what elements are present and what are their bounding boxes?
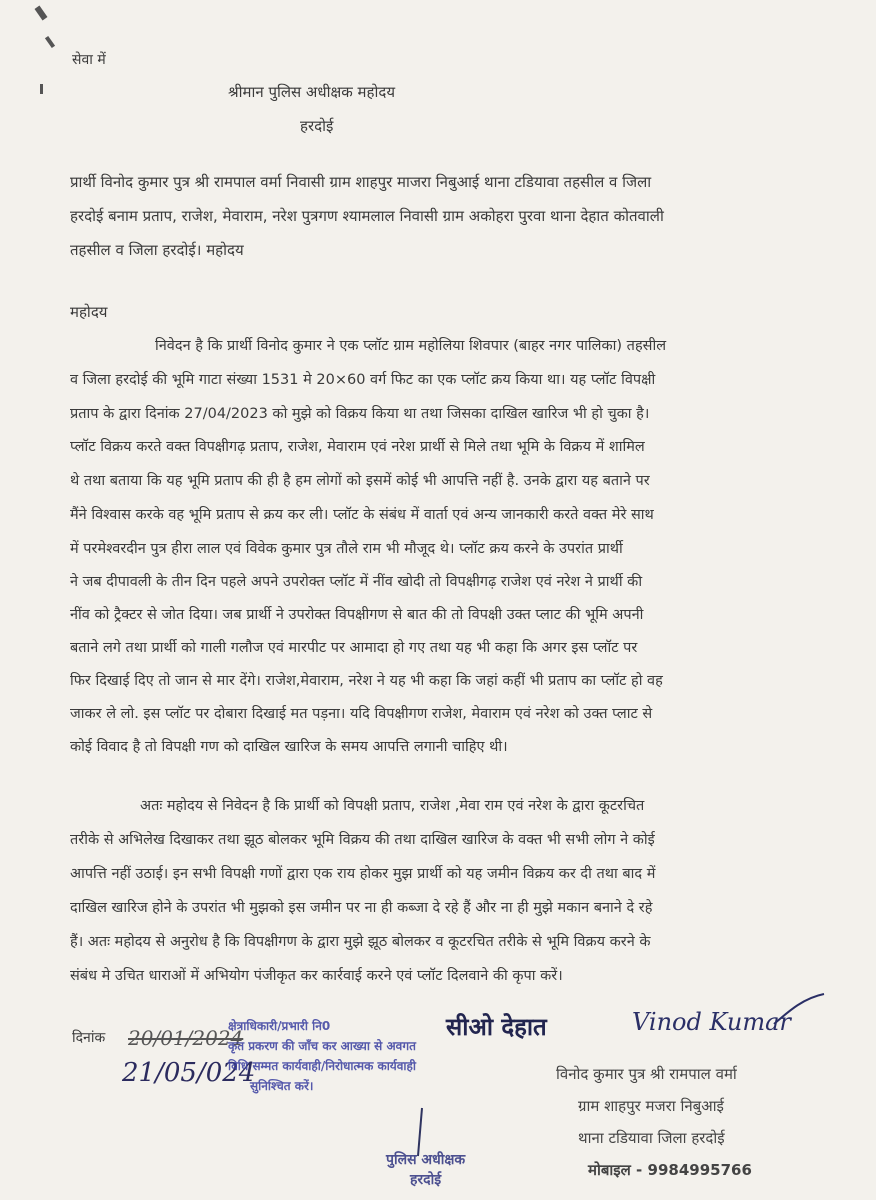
margin-mark	[35, 6, 48, 21]
subject-line: तहसील व जिला हरदोई। महोदय	[70, 241, 244, 259]
salutation: महोदय	[70, 303, 108, 321]
applicant-signature: Vinod Kumar	[632, 1008, 791, 1036]
endorsement-line: क्षेत्राधिकारी/प्रभारी नि0	[228, 1019, 331, 1033]
request-line: हैं। अतः महोदय से अनुरोध है कि विपक्षीगण के द्वारा मुझे झूठ बोलकर व कूटरचित तरीके से भूमि विक्रय करने के	[70, 934, 651, 950]
stamp-line: पुलिस अधीक्षक	[386, 1152, 466, 1168]
margin-mark	[40, 84, 43, 94]
stamp-line: हरदोई	[410, 1172, 442, 1188]
handwritten-officer-note: सीओ देहात	[446, 1012, 547, 1041]
date-handwritten: 21/05/024	[122, 1058, 256, 1088]
body-line: फिर दिखाई दिए तो जान से मार देंगे। राजेश,मेवाराम, नरेश ने यह भी कहा कि जहां कहीं भी प्रताप का प्लॉट हो वह	[70, 673, 663, 689]
sender-line: विनोद कुमार पुत्र श्री रामपाल वर्मा	[556, 1065, 737, 1083]
body-line: प्लॉट विक्रय करते वक्त विपक्षीगढ़ प्रताप, राजेश, मेवाराम एवं नरेश प्रार्थी से मिले तथा भूमि के विक्रय में शामिल	[70, 439, 645, 455]
sender-line: ग्राम शाहपुर मजरा निबुआई	[578, 1097, 724, 1115]
body-line: नींव को ट्रैक्टर से जोत दिया। जब प्रार्थी ने उपरोक्त विपक्षीगण से बात की तो विपक्षी उक्त प्लाट की भूमि अपनी	[70, 607, 644, 623]
request-line: संबंध मे उचित धाराओं में अभियोग पंजीकृत कर कार्रवाई करने एवं प्लॉट दिलवाने की कृपा करें।	[70, 968, 563, 984]
subject-line: हरदोई बनाम प्रताप, राजेश, मेवाराम, नरेश पुत्रगण श्यामलाल निवासी ग्राम अकोहरा पुरवा थाना देहात कोतवाली	[70, 207, 664, 225]
request-line: आपत्ति नहीं उठाई। इन सभी विपक्षी गणों द्वारा एक राय होकर मुझ प्रार्थी को यह जमीन विक्रय कर दी तथा बाद में	[70, 866, 656, 882]
request-line: दाखिल खारिज होने के उपरांत भी मुझको इस जमीन पर ना ही कब्जा दे रहे हैं और ना ही मुझे मकान बनाने दे रहे	[70, 900, 653, 916]
body-line: ने जब दीपावली के तीन दिन पहले अपने उपरोक्त प्लॉट में नींव खोदी तो विपक्षीगढ़ राजेश एवं नरेश ने प्रार्थी की	[70, 574, 643, 590]
subject-line: प्रार्थी विनोद कुमार पुत्र श्री रामपाल वर्मा निवासी ग्राम शाहपुर माजरा निबुआई थाना टडियावा तहसील व जिला	[70, 173, 652, 191]
sender-line: थाना टडियावा जिला हरदोई	[578, 1129, 725, 1147]
margin-mark	[45, 36, 55, 48]
body-line: थे तथा बताया कि यह भूमि प्रताप की ही है हम लोगों को इसमें कोई भी आपत्ति नहीं है. उनके द्वारा यह बताने पर	[70, 473, 650, 489]
addressee-city: हरदोई	[300, 117, 334, 135]
date-label: दिनांक	[72, 1030, 106, 1046]
body-line: में परमेश्वरदीन पुत्र हीरा लाल एवं विवेक कुमार पुत्र तौले राम भी मौजूद थे। प्लॉट क्रय करने के उपरांत प्रार्थी	[70, 541, 623, 557]
addressee: श्रीमान पुलिस अधीक्षक महोदय	[228, 83, 396, 101]
body-line: व जिला हरदोई की भूमि गाटा संख्या 1531 मे 20×60 वर्ग फिट का एक प्लॉट क्रय किया था। यह प्लॉट विपक्षी	[70, 372, 656, 388]
endorsement-line: कृत प्रकरण की जाँच कर आख्या से अवगत	[228, 1039, 416, 1053]
date-struck: 20/01/2024	[128, 1026, 244, 1050]
body-line: बताने लगे तथा प्रार्थी को गाली गलौज एवं मारपीट पर आमादा हो गए तथा यह भी कहा कि अगर इस प्लॉट पर	[70, 640, 638, 656]
body-line: निवेदन है कि प्रार्थी विनोद कुमार ने एक प्लॉट ग्राम महोलिया शिवपार (बाहर नगर पालिका) तहसील	[155, 338, 667, 354]
body-line: कोई विवाद है तो विपक्षी गण को दाखिल खारिज के समय आपत्ति लगानी चाहिए थी।	[70, 739, 508, 755]
endorsement-line: विधि सम्मत कार्यवाही/निरोधात्मक कार्यवाही	[228, 1059, 417, 1073]
body-line: मैंने विश्वास करके वह भूमि प्रताप से क्रय कर ली। प्लॉट के संबंध में वार्ता एवं अन्य जानकारी करते वक्त मेरे साथ	[70, 507, 654, 523]
endorsement-line: सुनिश्चित करें।	[250, 1079, 314, 1093]
sender-line: मोबाइल - 9984995766	[588, 1161, 752, 1179]
request-line: तरीके से अभिलेख दिखाकर तथा झूठ बोलकर भूमि विक्रय की तथा दाखिल खारिज के वक्त भी सभी लोग ने कोई	[70, 832, 655, 848]
body-line: जाकर ले लो. इस प्लॉट पर दोबारा दिखाई मत पड़ना। यदि विपक्षीगण राजेश, मेवाराम एवं नरेश को उक्त प्लाट से	[70, 706, 653, 722]
signature-flourish	[770, 990, 830, 1030]
salutation-to: सेवा में	[72, 52, 106, 68]
request-line: अतः महोदय से निवेदन है कि प्रार्थी को विपक्षी प्रताप, राजेश ,मेवा राम एवं नरेश के द्वारा कूटरचित	[140, 798, 645, 814]
body-line: प्रताप के द्वारा दिनांक 27/04/2023 को मुझे को विक्रय किया था तथा जिसका दाखिल खारिज भी हो चुका है।	[70, 406, 650, 422]
